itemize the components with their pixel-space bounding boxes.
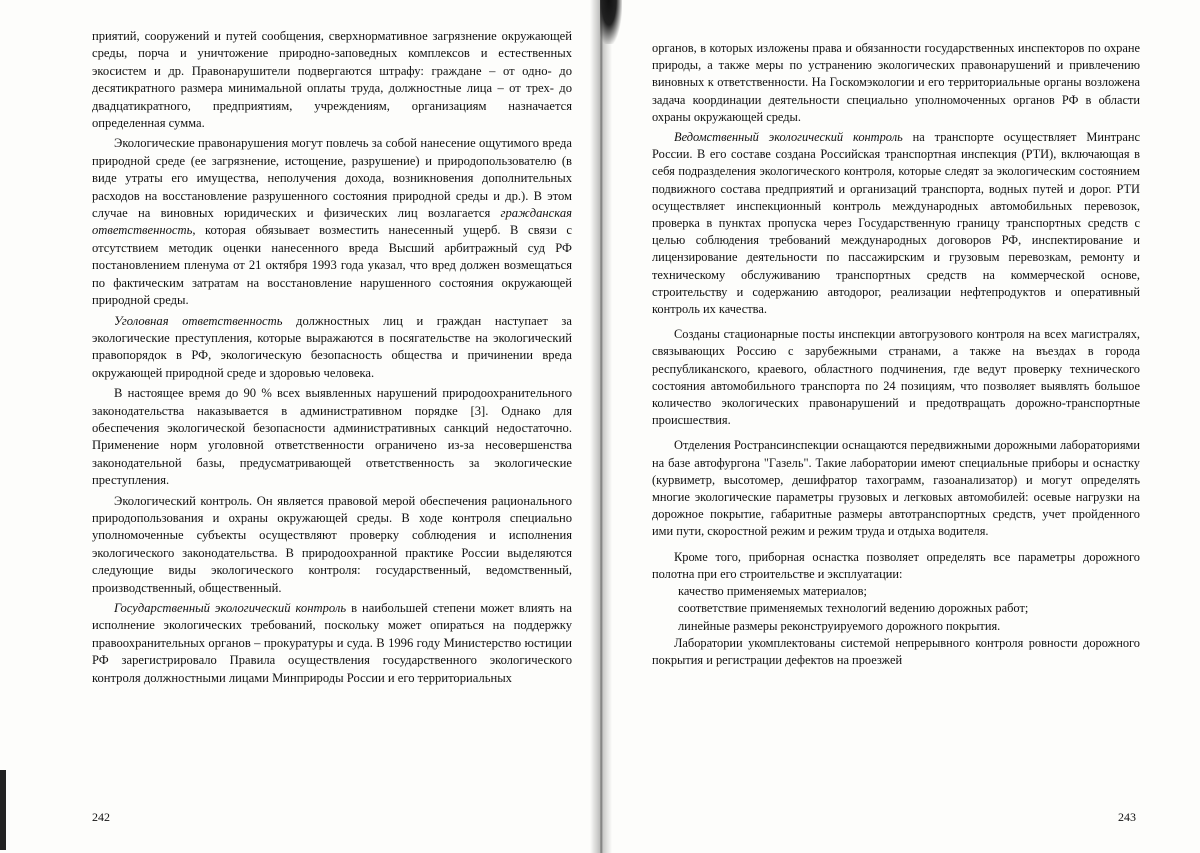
right-paragraph-4: Отделения Ространсинспекции оснащаются передвижными дорожными лабораториями на базе автофургона "Газель". Такие лаборатории имеют специальные приборы и оснастку (курвиметр, высотомер, дешифратор тахограмм, газоанализатор) и могут определять многие экологические параметры грузовых и легковых автомобилей: осевые нагрузки на дорожное покрытие, габаритные размеры автотранспортных средств, учет пройденного ими пути, скоростной режим и режим труда и отдыха водителя. bbox=[652, 438, 1140, 539]
text-run: Экологические правонарушения могут повлечь за собой нанесение ощутимого вреда природной среде (ее загрязнение, истощение, разрушение) и природопользователю (в виде утраты его имущества, неполучения дохода, возникновения дополнительных расходов на восстановление разрушенного состояния природной среды и др.). В этом случае на виновных юридических и физических лиц возлагается bbox=[92, 136, 572, 221]
right-page bbox=[600, 0, 1200, 853]
right-paragraph-1: органов, в которых изложены права и обязанности государственных инспекторов по охране природы, а также меры по устранению экологических правонарушений и привлечению виновных к ответственности. На Госкомэкологии и его территориальные органы возложена задача координации деятельности специально уполномоченных органов РФ в области охраны окружающей среды. bbox=[652, 41, 1140, 124]
left-paragraph-5: Экологический контроль. Он является правовой мерой обеспечения рационального природопользования и охраны окружающей среды. В ходе контроля специально уполномоченные субъекты осуществляют проверку соблюдения и исполнения экологического законодательства. В природоохранной практике России выделяются следующие виды экологического контроля: государственный, ведомственный, производственный, общественный. bbox=[92, 493, 572, 595]
right-paragraph-2 bbox=[652, 129, 1140, 318]
text-run: должностных лиц и граждан наступает за экологические преступления, которые выражаются в посягательстве на экологический правопорядок в РФ, экологическую безопасность общества и причинении вреда окружающей природной среде и здоровью человека. bbox=[92, 313, 572, 380]
left-paragraph-6 bbox=[92, 600, 572, 687]
right-paragraph-3: Созданы стационарные посты инспекции автогрузового контроля на всех магистралях, связывающих Россию с зарубежными странами, а также на въездах в города республиканского, краевого, областного подчинения, где ведут проверку технического состояния автомобильного транспорта по 24 позициям, что позволяет выявлять большое количество экологических правонарушений и предотвращать дорожно-транспортные происшествия. bbox=[652, 327, 1140, 428]
scan-artifact-top bbox=[600, 0, 622, 44]
text-run: , которая обязывает возместить нанесенный ущерб. В связи с отсутствием методик оценки нанесенного вреда Высший арбитражный суд РФ постановлением пленума от 21 октября 1993 года указал, что вред должен возмещаться по фактическим затратам на восстановление нарушенного состояния окружающей природной среды. bbox=[92, 223, 572, 308]
term-criminal-liability: Уголовная ответственность bbox=[114, 313, 283, 328]
left-paragraph-1: приятий, сооружений и путей сообщения, сверхнормативное загрязнение окружающей среды, порча и уничтожение природно-заповедных комплексов и естественных экосистем и др. Правонарушители подвергаются штрафу: граждане – от одно- до десятикратного размера минимальной оплаты труда, должностные лица – от трех- до двадцатикратного, предприятиям, учреждениям, организациям назначается определенная сумма. bbox=[92, 29, 572, 131]
page-number-left: 242 bbox=[92, 810, 110, 824]
list-item: соответствие применяемых технологий ведению дорожных работ; bbox=[678, 601, 1029, 616]
left-paragraph-4: В настоящее время до 90 % всех выявленных нарушений природоохранительного законодательства наказывается в административном порядке [3]. Однако для обеспечения экологической безопасности административных санкций недостаточно. Применение норм уголовной ответственности ограничено из-за несовершенства законодательной базы, предусматривающей ответственность за экологические преступления. bbox=[92, 386, 572, 488]
right-paragraph-5: Кроме того, приборная оснастка позволяет определять все параметры дорожного полотна при его строительстве и эксплуатации: bbox=[652, 549, 1140, 581]
book-gutter-shadow bbox=[590, 0, 612, 853]
left-paragraph-2 bbox=[92, 135, 572, 309]
text-run: в наибольшей степени может влиять на исполнение экологических требований, поскольку может опираться на поддержку правоохранительных органов – прокуратуры и суда. В 1996 году Министерство юстиции РФ зарегистрировало Правила осуществления государственного экологического контроля должностными лицами Минприроды России и его территориальных bbox=[92, 601, 572, 685]
term-state-control: Государственный экологический контроль bbox=[114, 601, 347, 615]
left-paragraph-3 bbox=[92, 313, 572, 383]
list-item: качество применяемых материалов; bbox=[678, 584, 867, 599]
right-paragraph-9: Лаборатории укомплектованы системой непрерывного контроля ровности дорожного покрытия и регистрации дефектов на проезжей bbox=[652, 635, 1140, 667]
text-run: на транспорте осуществляет Минтранс России. В его составе создана Российская транспортная инспекция (РТИ), включающая в себя подразделения экологического контроля, которые следят за экологическим состоянием подвижного состава предприятий и организаций транспорта, водных путей и дорог. РТИ осуществляет инспекционный контроль международных автомобильных перевозок, проверка в пунктах пропуска через Государственную границу транспортных средств с целью соблюдения требований международных договоров РФ, инспектирование и лицензирование деятельности по пассажирским и грузовым перевозкам, ремонту и техническому обслуживанию транспортных средств на коммерческой основе, строительству и содержанию автодорог, реализации нефтепродуктов и оперативный контроль их качества. bbox=[652, 130, 1141, 317]
term-civil-liability: гражданская ответственность bbox=[92, 206, 572, 238]
page-number-right: 243 bbox=[1118, 810, 1136, 824]
term-departmental-control: Ведомственный экологический контроль bbox=[674, 130, 903, 145]
list-item: линейные размеры реконструируемого дорожного покрытия. bbox=[678, 618, 1001, 633]
scan-artifact-left-edge bbox=[0, 770, 6, 850]
